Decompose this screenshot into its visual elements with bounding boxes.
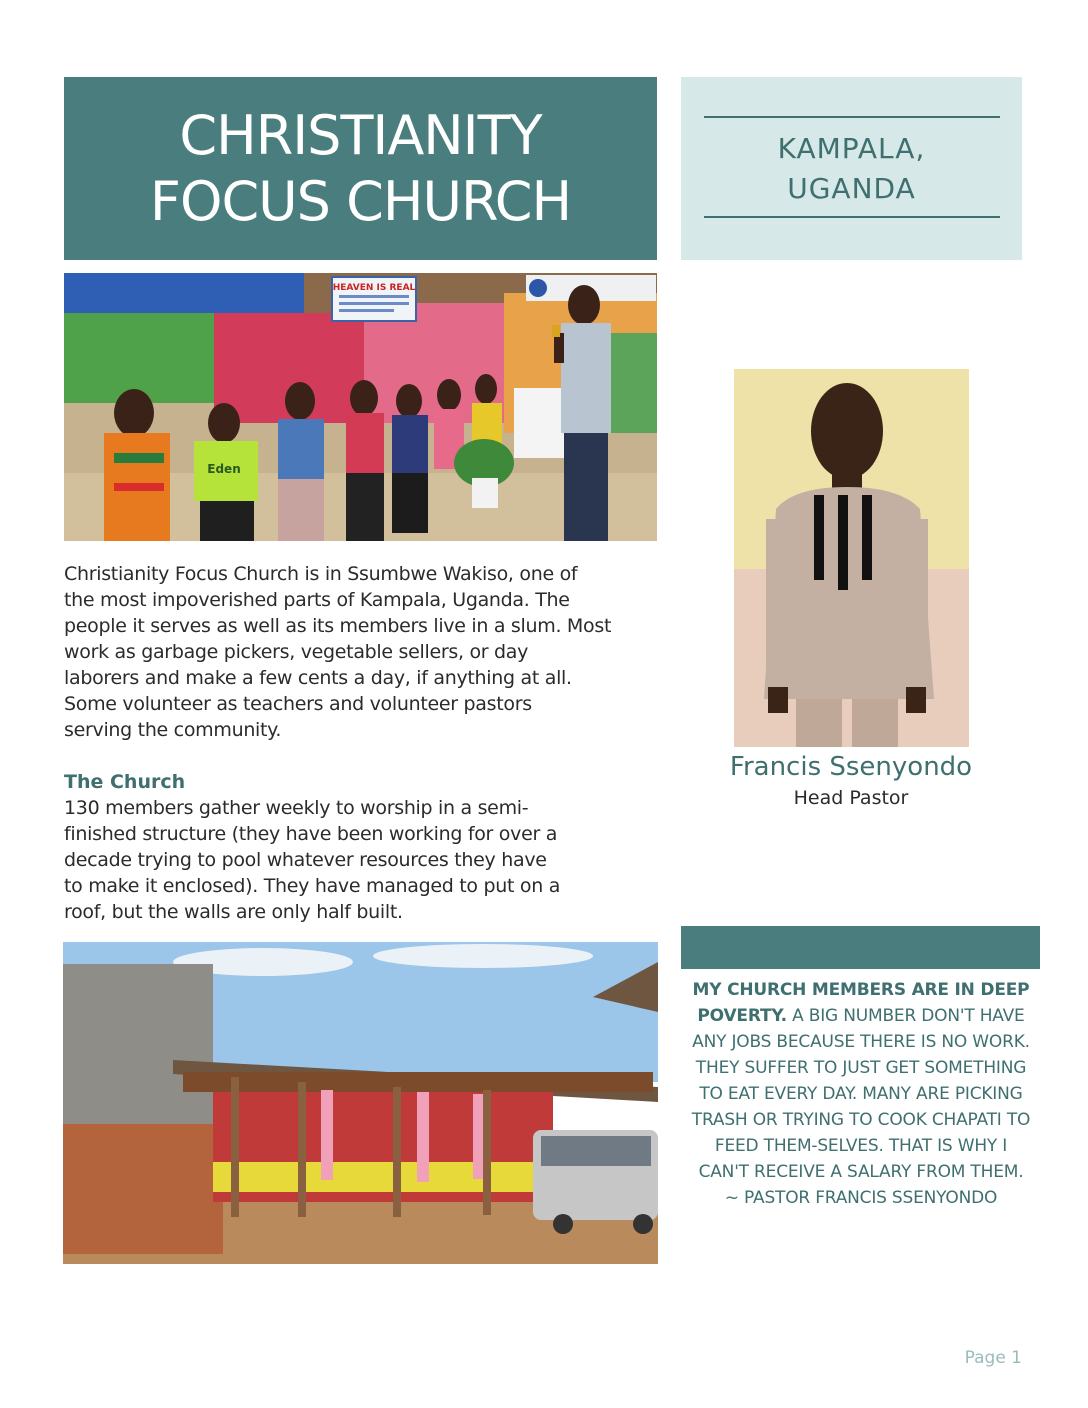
worship-shirt-text: Eden: [207, 462, 241, 476]
intro-paragraph: [64, 561, 664, 743]
title-line-1: CHRISTIANITY: [179, 103, 542, 167]
location-city: KAMPALA,: [777, 132, 926, 165]
quote-lead: MY CHURCH MEMBERS ARE IN DEEP POVERTY.: [692, 980, 1030, 1026]
intro-line: Some volunteer as teachers and volunteer pastors: [64, 693, 532, 715]
pastor-role: Head Pastor: [793, 787, 909, 809]
title-banner: [64, 77, 657, 260]
church-line: finished structure (they have been working for over a: [64, 823, 558, 845]
pastor-quote: [690, 977, 1032, 1211]
pastor-photo-illustration: [734, 369, 969, 747]
intro-line: serving the community.: [64, 719, 282, 741]
intro-line: laborers and make a few cents a day, if anything at all.: [64, 667, 572, 689]
quote-header-bar: [681, 926, 1040, 969]
worship-photo-illustration: [64, 273, 657, 541]
church-heading: The Church: [64, 771, 186, 793]
intro-line: the most impoverished parts of Kampala, Uganda. The: [64, 589, 570, 611]
church-building-illustration: [63, 942, 658, 1264]
location-bottom-rule: [704, 216, 1000, 218]
location-text: [681, 129, 1022, 209]
quote-body: A BIG NUMBER DON'T HAVE ANY JOBS BECAUSE THERE IS NO WORK. THEY SUFFER TO JUST GET SOMETHING TO EAT EVERY DAY. MANY ARE PICKING TRASH OR TRYING TO COOK CHAPATI TO FEED THEM-SELVES. THAT IS WHY I CAN'T RECEIVE A SALARY FROM THEM.: [691, 1006, 1031, 1182]
worship-photo: [64, 273, 657, 541]
pastor-photo: [734, 369, 969, 747]
church-building-photo: [63, 942, 658, 1264]
title-line-2: FOCUS CHURCH: [149, 169, 572, 233]
church-line: decade trying to pool whatever resources they have: [64, 849, 547, 871]
page-number: Page 1: [964, 1348, 1022, 1368]
intro-line: work as garbage pickers, vegetable sellers, or day: [64, 641, 529, 663]
location-country: UGANDA: [787, 172, 916, 205]
church-line: to make it enclosed). They have managed to put on a: [64, 875, 561, 897]
worship-banner-text: HEAVEN IS REAL: [332, 283, 416, 293]
location-top-rule: [704, 116, 1000, 118]
location-banner: [681, 77, 1022, 260]
intro-line: Christianity Focus Church is in Ssumbwe Wakiso, one of: [64, 563, 578, 585]
church-line: 130 members gather weekly to worship in a semi-: [64, 797, 529, 819]
quote-attribution: ~ PASTOR FRANCIS SSENYONDO: [724, 1188, 998, 1208]
church-line: roof, but the walls are only half built.: [64, 901, 403, 923]
pastor-name: Francis Ssenyondo: [729, 752, 973, 782]
intro-line: people it serves as well as its members live in a slum. Most: [64, 615, 612, 637]
church-paragraph: [64, 795, 664, 925]
